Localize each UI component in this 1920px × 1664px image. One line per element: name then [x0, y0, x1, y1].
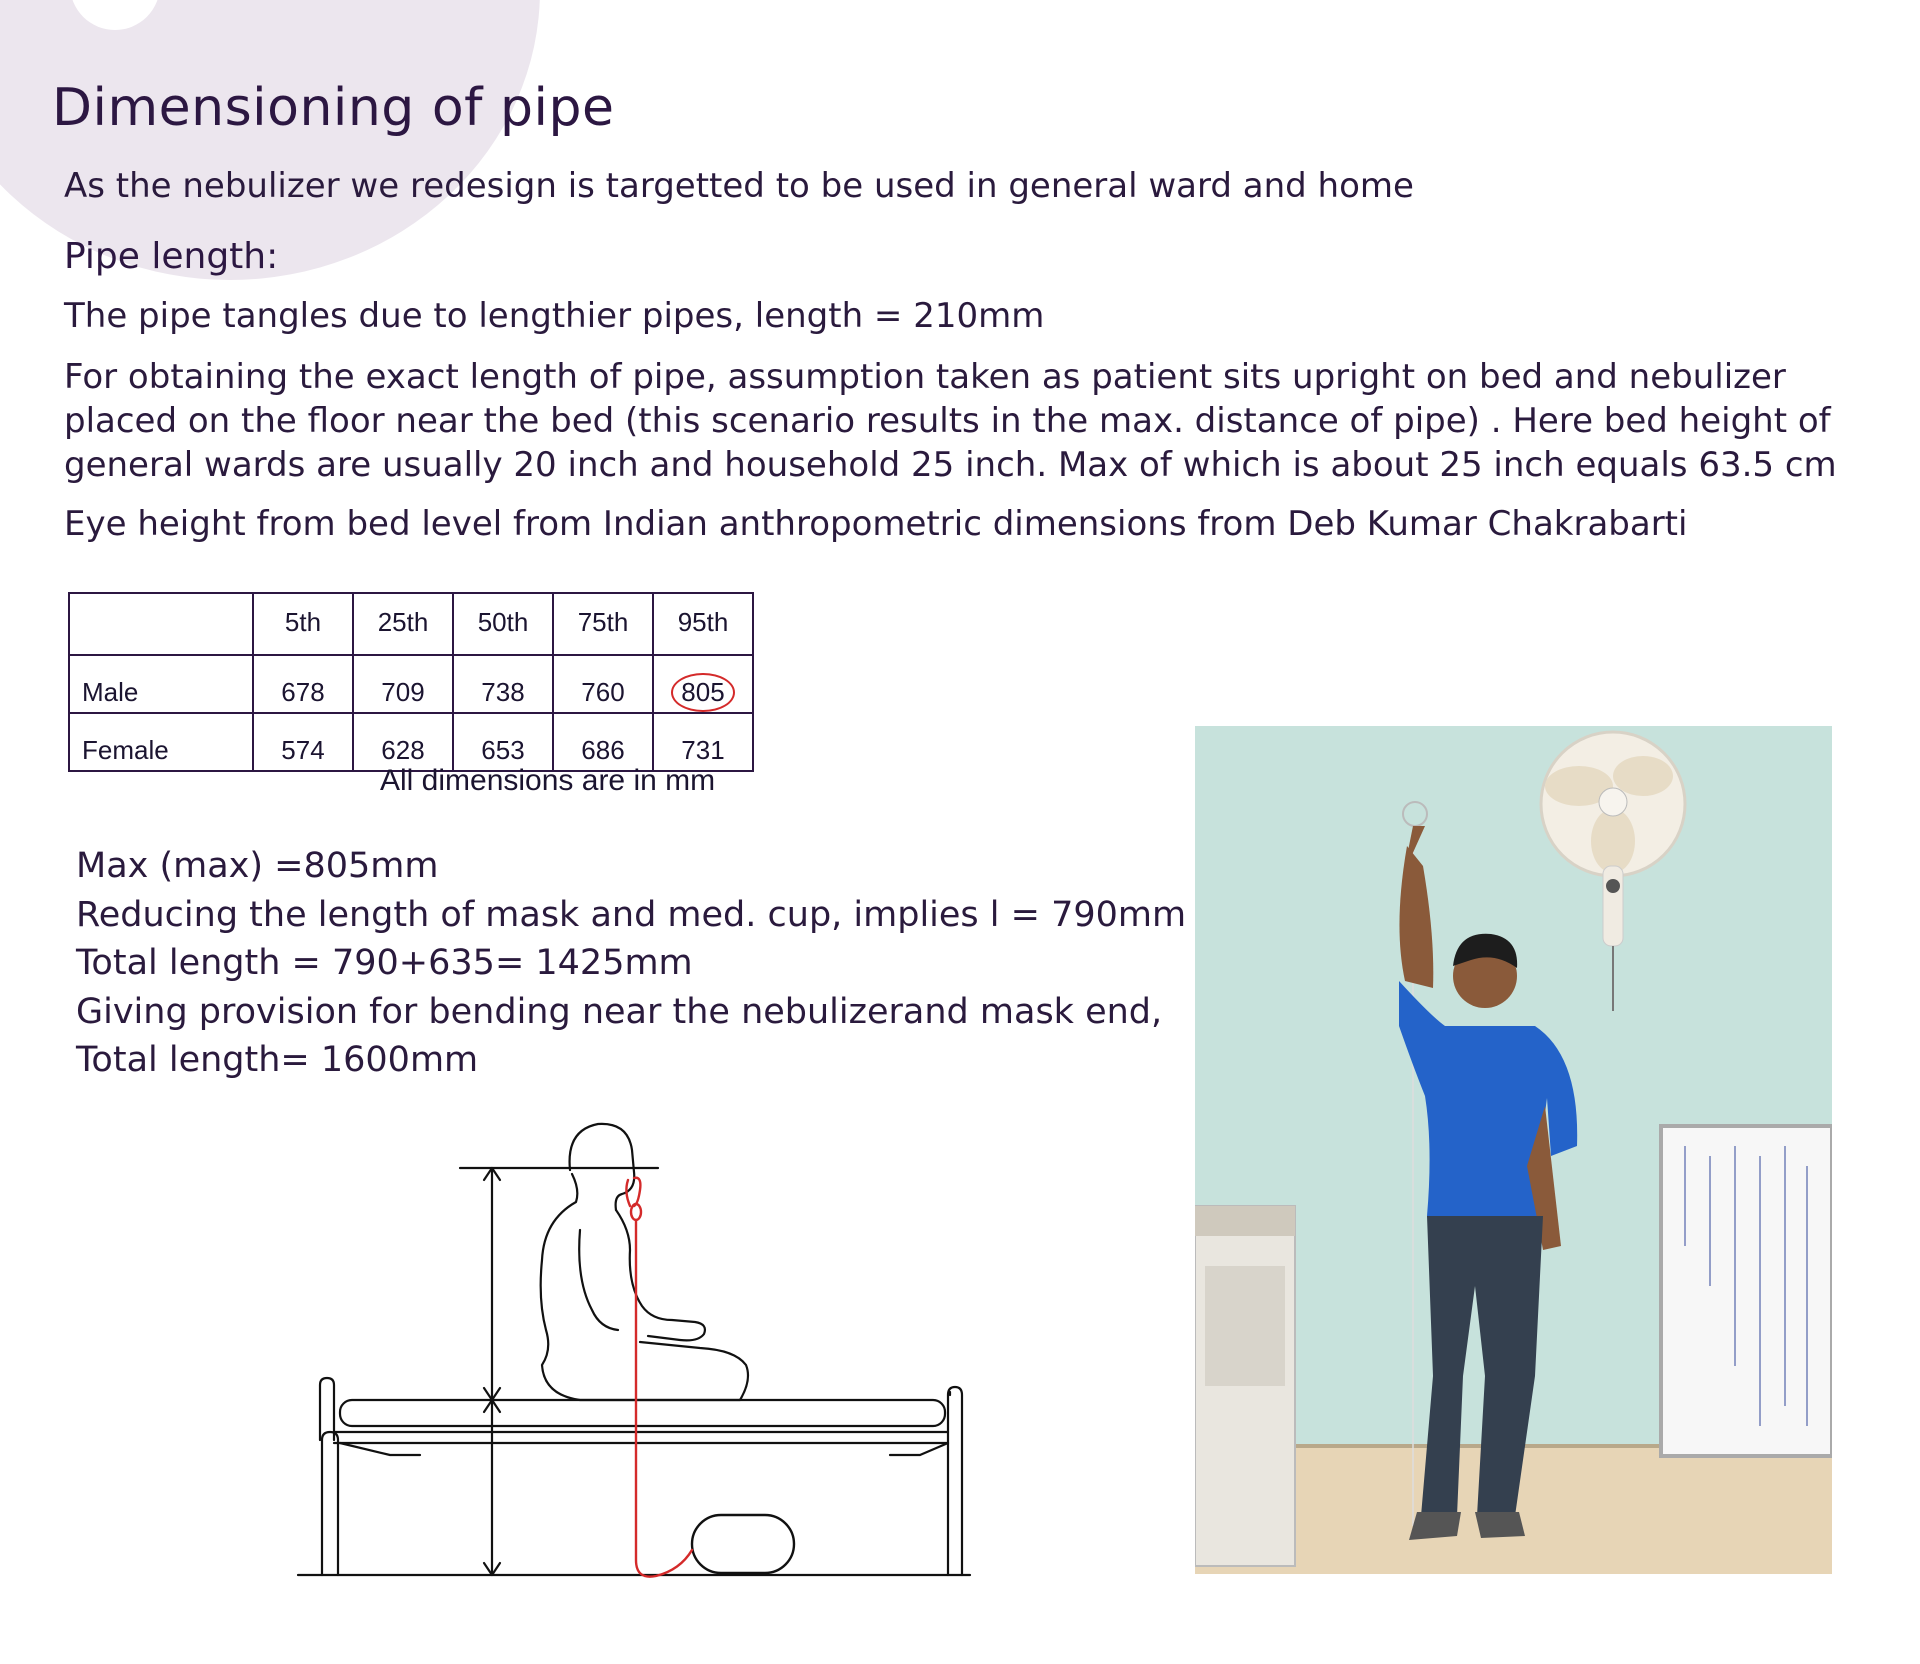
patient-figure-icon	[541, 1124, 748, 1400]
eye-height-text: Eye height from bed level from Indian anthropometric dimensions from Deb Kumar Chakrabarti	[64, 504, 1688, 544]
calculation-block	[76, 842, 1186, 1085]
nebulizer-device-icon	[692, 1515, 794, 1573]
row-label: Male	[69, 655, 253, 713]
table-header-row	[69, 593, 753, 655]
table-row	[69, 713, 753, 771]
units-note: All dimensions are in mm	[380, 764, 716, 797]
table-cell: 678	[253, 655, 353, 713]
intro-text: As the nebulizer we redesign is targetted to be used in general ward and home	[64, 166, 1414, 206]
calc-line: Giving provision for bending near the nebulizerand mask end,	[76, 991, 1163, 1032]
table-header-cell: 5th	[253, 593, 353, 655]
table-cell: 686	[553, 713, 653, 771]
table-header-cell	[69, 593, 253, 655]
table-cell: 738	[453, 655, 553, 713]
table-cell: 760	[553, 655, 653, 713]
calc-line: Max (max) =805mm	[76, 846, 439, 886]
table-cell: 731	[653, 713, 753, 771]
assumption-paragraph: For obtaining the exact length of pipe, assumption taken as patient sits upright on bed and nebulizer placed on the floor near the bed (this scenario results in the max. distance of pipe) . Here bed height of general wards are usually 20 inch and household 25 inch. Max of which is about 25 inch equals 63.5 cm	[64, 357, 1837, 485]
calc-line: Total length = 790+635= 1425mm	[76, 943, 693, 983]
row-label: Female	[69, 713, 253, 771]
calc-line: Total length= 1600mm	[76, 1040, 479, 1080]
pipe-length-heading: Pipe length:	[64, 236, 279, 277]
table-cell: 628	[353, 713, 453, 771]
table-cell: 653	[453, 713, 553, 771]
whiteboard-icon	[1661, 1126, 1832, 1456]
cabinet-icon	[1195, 1206, 1295, 1566]
table-header-cell: 50th	[453, 593, 553, 655]
tangle-text: The pipe tangles due to lengthier pipes, length = 210mm	[64, 296, 1045, 336]
pipe-line	[626, 1178, 692, 1577]
table-row	[69, 655, 753, 713]
photo-illustration	[1195, 726, 1832, 1574]
calc-line: Reducing the length of mask and med. cup, implies l = 790mm	[76, 894, 1187, 935]
table-header-cell: 75th	[553, 593, 653, 655]
table-cell: 574	[253, 713, 353, 771]
table-cell: 709	[353, 655, 453, 713]
patient-bed-diagram	[280, 1110, 980, 1590]
page-title: Dimensioning of pipe	[52, 78, 615, 138]
highlight-circle: 805	[671, 673, 734, 712]
bed-icon	[320, 1378, 962, 1575]
table-header-cell: 95th	[653, 593, 753, 655]
demonstration-photo	[1195, 726, 1832, 1574]
table-cell-highlighted	[653, 655, 753, 713]
dimension-arrows	[460, 1168, 658, 1575]
table-header-cell: 25th	[353, 593, 453, 655]
anthropometric-table	[68, 592, 754, 772]
